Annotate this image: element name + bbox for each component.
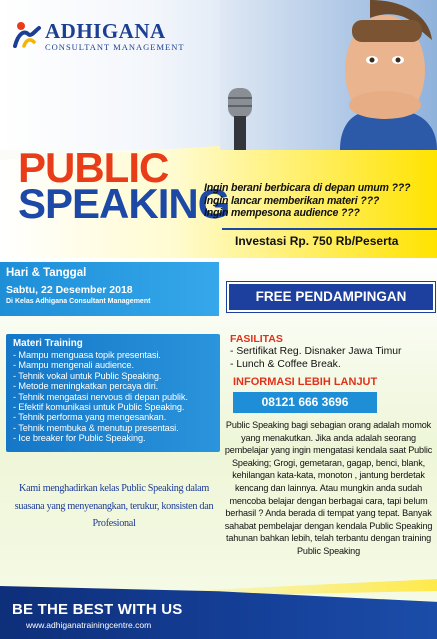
- info-title: INFORMASI LEBIH LANJUT: [233, 376, 378, 388]
- title-speaking: SPEAKING: [18, 180, 230, 227]
- list-item: - Tehnik membuka & menutup presentasi.: [13, 422, 179, 433]
- list-item: - Mampu mengenali audience.: [13, 360, 134, 371]
- list-item: - Ice breaker for Public Speaking.: [13, 433, 146, 444]
- free-mentoring-badge: FREE PENDAMPINGAN: [227, 282, 435, 312]
- logo-figure-icon: [12, 20, 42, 50]
- list-item: - Tehnik mengatasi nervous di depan publik.: [13, 391, 188, 402]
- list-item: - Efektif komunikasi untuk Public Speaking.: [13, 402, 185, 413]
- materi-list: [13, 350, 220, 444]
- schedule-date: Sabtu, 22 Desember 2018: [6, 284, 133, 296]
- schedule-venue: Di Kelas Adhigana Consultant Management: [6, 298, 151, 305]
- price-label: Investasi Rp. 750 Rb/Peserta: [222, 228, 437, 250]
- title-public: PUBLIC: [18, 144, 169, 191]
- footer-slogan: BE THE BEST WITH US: [12, 601, 183, 618]
- nervous-speaker-photo: [220, 0, 437, 150]
- list-item: - Lunch & Coffee Break.: [230, 358, 341, 370]
- facilities-section: [230, 333, 435, 371]
- facilities-list: [230, 346, 435, 371]
- list-item: - Tehnik vokal untuk Public Speaking.: [13, 370, 162, 381]
- tagline-text: Kami menghadirkan kelas Public Speaking dalam suasana yang menyenangkan, terukur, konsisten dan Profesional: [14, 483, 214, 529]
- facilities-title: FASILITAS: [230, 333, 283, 345]
- question-item: Ingin berani berbicara di depan umum ???: [204, 182, 411, 194]
- materi-title: Materi Training: [13, 338, 83, 349]
- question-list: [204, 182, 432, 220]
- materi-box: [6, 334, 220, 452]
- schedule-label: Hari & Tanggal: [6, 267, 87, 279]
- phone-number[interactable]: 08121 666 3696: [233, 392, 377, 413]
- website-link[interactable]: www.adhiganatrainingcentre.com: [26, 620, 152, 630]
- list-item: - Metode meningkatkan percaya diri.: [13, 381, 159, 392]
- description-text: Public Speaking bagi sebagian orang adalah momok yang menakutkan. Jika anda adalah seorang pembelajar yang ingin mengatasi kendala saat Public Speaking; Grogi, gemetaran, gagap, benci, blank, kehilangan kata-kata, monoton , jantung berdetak kencang dan lainnya. Atau mungkin anda sudah mencoba belajar dengan berbagai cara, tapi belum berhasil ? Anda berada di tempat yang tepat. Banyak sahabat pembelajar dengan kendala Public Speaking tahunan bahkan lebih, telah terbantu dengan training Public Speaking: [224, 420, 433, 556]
- brand-name: ADHIGANA: [45, 19, 166, 43]
- schedule-box: [0, 262, 219, 316]
- list-item: - Mampu menguasa topik presentasi.: [13, 350, 161, 360]
- brand-subtitle: CONSULTANT MANAGEMENT: [45, 42, 185, 52]
- brand-logo: [12, 20, 185, 52]
- question-item: Ingin mempesona audience ???: [204, 207, 360, 219]
- question-item: Ingin lancar memberikan materi ???: [204, 194, 380, 207]
- list-item: - Tehnik performa yang mengesankan.: [13, 412, 167, 423]
- list-item: - Sertifikat Reg. Disnaker Jawa Timur: [230, 346, 402, 357]
